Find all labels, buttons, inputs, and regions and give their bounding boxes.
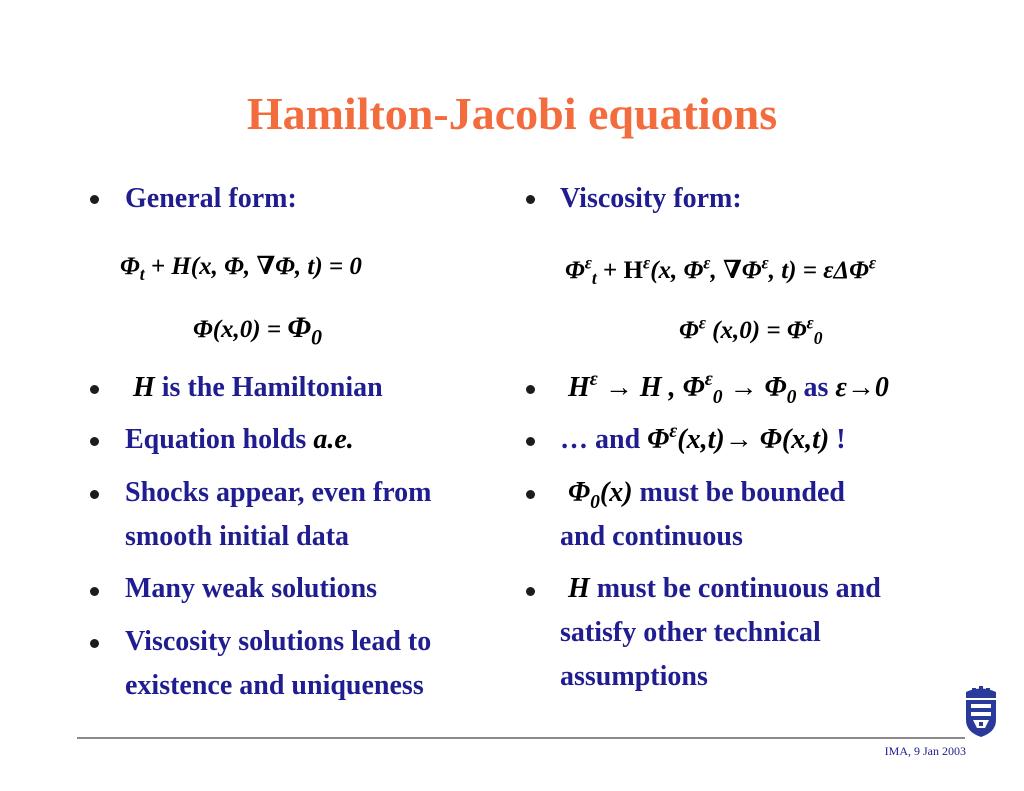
bullet-dot xyxy=(526,385,535,394)
weak-solutions-bullet: Many weak solutions xyxy=(125,573,378,604)
bullet-dot xyxy=(90,385,99,394)
shocks-bullet: Shocks appear, even from smooth initial data xyxy=(125,477,432,552)
bullet-dot xyxy=(90,490,99,499)
bullet-dot xyxy=(90,587,99,596)
bullet-dot xyxy=(90,639,99,648)
viscous-hj-equation: $\Phi^\varepsilon_t + H^\varepsilon(x$, $\Phi^\varepsilon$, $\nabla\Phi^\varepsilon$, t) = εΔΦ$^\varepsilon$ xyxy=(565,252,877,289)
bullet-dot xyxy=(90,195,99,204)
viscous-initial-condition: $\Phi^\varepsilon$ $(x,0) = \Phi^\varepsilon_0$ xyxy=(679,312,823,349)
initial-condition: $\Phi(x,0) = \Phi_0$ xyxy=(193,311,323,350)
hamiltonian-bullet: H is the Hamiltonian xyxy=(133,372,383,403)
limit-bullet: $H^\varepsilon \to H$ , $\Phi^\varepsilon_0 \to \Phi_0$ as ε→0 xyxy=(568,369,889,408)
bullet-dot xyxy=(526,587,535,596)
bullet-dot xyxy=(526,490,535,499)
bullet-dot xyxy=(90,437,99,446)
university-crest-logo xyxy=(962,686,1000,738)
viscosity-solutions-bullet: Viscosity solutions lead to existence and uniqueness xyxy=(125,626,432,701)
general-form-heading: General form: xyxy=(125,183,297,214)
bullet-dot xyxy=(526,195,535,204)
viscosity-form-heading: Viscosity form: xyxy=(560,183,742,214)
hj-equation: $\Phi_t + H(x$, Φ, ∇Φ, t) = 0 xyxy=(120,253,362,285)
footer-text: IMA, 9 Jan 2003 xyxy=(884,744,966,758)
slide-title: Hamilton-Jacobi equations xyxy=(246,88,778,139)
continuity-bullet: H must be continuous and satisfy other technical assumptions xyxy=(560,573,881,692)
footer-divider xyxy=(77,737,965,739)
ae-bullet: Equation holds a.e. xyxy=(125,424,354,455)
convergence-bullet: … and $\Phi^\varepsilon(x,t)\to \Phi(x,t)$ ! xyxy=(560,421,846,455)
bounded-bullet: $\Phi_0(x)$ must be bounded and continuous xyxy=(560,477,845,552)
bullet-dot xyxy=(526,437,535,446)
